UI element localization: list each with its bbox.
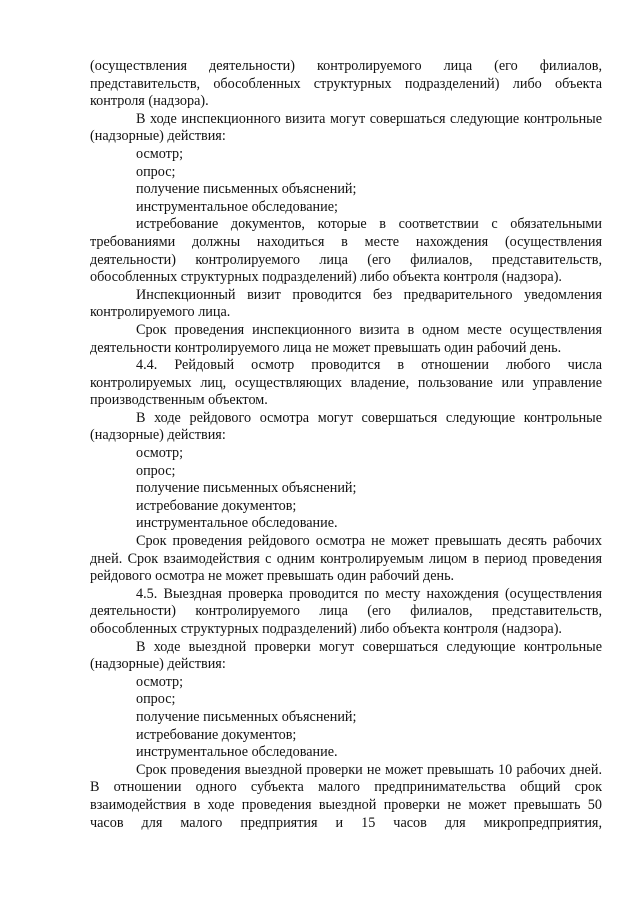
section-4-4: 4.4. Рейдовый осмотр проводится в отношении любого числа контролируемых лиц, осуществляющих владение, пользование или управление производственным объектом. — [90, 357, 602, 409]
paragraph-onsite-duration: Срок проведения выездной проверки не может превышать 10 рабочих дней. В отношении одного субъекта малого предпринимательства общий срок взаимодействия в ходе проведения выездной проверки не может превышать 50 часов для малого предприятия и 15 часов для микропредприятия, — [90, 761, 602, 831]
list-item: инструментальное обследование. — [136, 515, 338, 532]
list-item: осмотр; — [136, 445, 184, 462]
list-item: осмотр; — [136, 145, 184, 162]
list-item: получение письменных объяснений; — [136, 480, 357, 497]
list-item: получение письменных объяснений; — [136, 708, 357, 725]
paragraph-1: (осуществления деятельности) контролируемого лица (его филиалов, представительств, обособленных структурных подразделений) либо объекта контроля (надзора). — [90, 58, 602, 110]
paragraph-raid-actions: В ходе рейдового осмотра могут совершаться следующие контрольные (надзорные) действия: — [90, 409, 602, 444]
list-item: осмотр; — [136, 673, 184, 690]
paragraph-documents: истребование документов, которые в соответствии с обязательными требованиями должны находиться в месте нахождения (осуществления деятельности) контролируемого лица (его филиалов, представительств, обособленных структурных подразделений) либо объекта контроля (надзора). — [90, 216, 602, 286]
list-item: инструментальное обследование; — [136, 198, 338, 215]
list-item: инструментальное обследование. — [136, 744, 338, 761]
list-item: опрос; — [136, 163, 176, 180]
list-item: опрос; — [136, 691, 176, 708]
document-page — [90, 58, 602, 832]
paragraph-onsite-actions: В ходе выездной проверки могут совершаться следующие контрольные (надзорные) действия: — [90, 638, 602, 673]
list-item: истребование документов; — [136, 497, 297, 514]
paragraph-no-notice: Инспекционный визит проводится без предварительного уведомления контролируемого лица. — [90, 286, 602, 321]
paragraph-2: В ходе инспекционного визита могут совершаться следующие контрольные (надзорные) действия: — [90, 110, 602, 145]
list-item: опрос; — [136, 462, 176, 479]
section-4-5: 4.5. Выездная проверка проводится по месту нахождения (осуществления деятельности) контролируемого лица (его филиалов, представительств, обособленных структурных подразделений) либо объекта контроля (надзора). — [90, 585, 602, 637]
paragraph-raid-duration: Срок проведения рейдового осмотра не может превышать десять рабочих дней. Срок взаимодействия с одним контролируемым лицом в период проведения рейдового осмотра не может превышать один рабочий день. — [90, 533, 602, 585]
list-item: получение письменных объяснений; — [136, 181, 357, 198]
paragraph-visit-duration: Срок проведения инспекционного визита в одном месте осуществления деятельности контролируемого лица не может превышать один рабочий день. — [90, 321, 602, 356]
list-item: истребование документов; — [136, 726, 297, 743]
